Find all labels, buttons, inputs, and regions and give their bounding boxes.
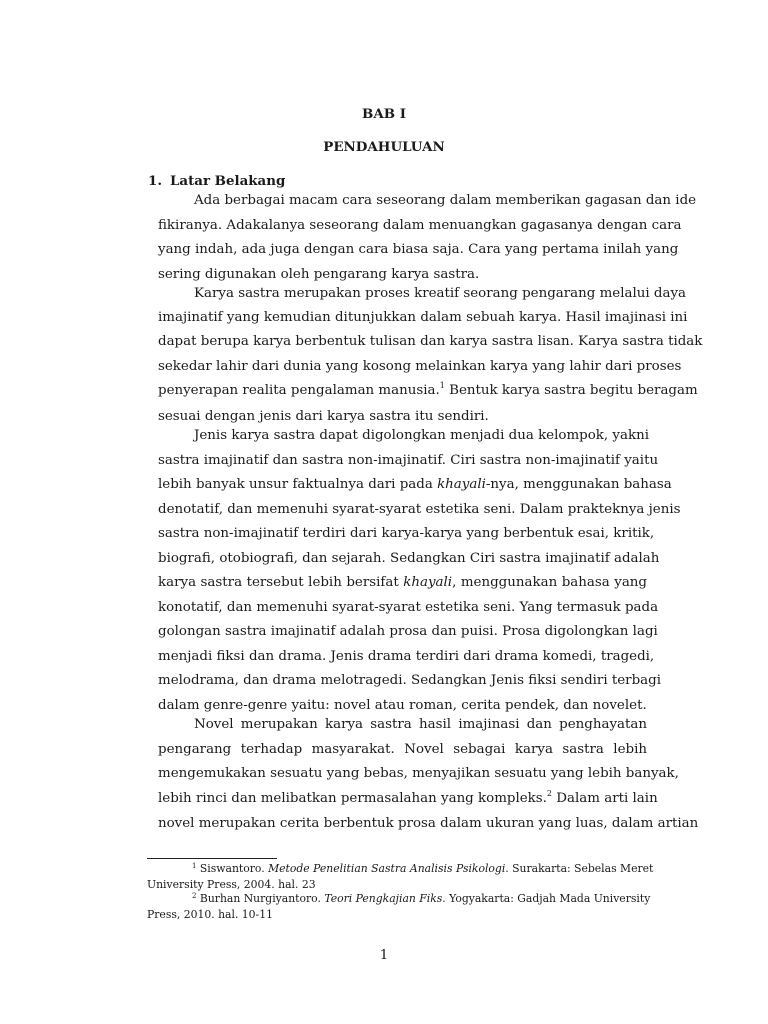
paragraph-2-line: dapat berupa karya berbentuk tulisan dan karya sastra lisan. Karya sastra tidak <box>158 334 703 349</box>
paragraph-1-line: sering digunakan oleh pengarang karya sastra. <box>158 267 480 282</box>
footnote-2-cont: Press, 2010. hal. 10-11 <box>147 908 273 921</box>
footnote-publisher: . Surakarta: Sebelas Meret <box>505 862 654 875</box>
section-heading <box>148 171 285 191</box>
paragraph-4-line: Novel merupakan karya sastra hasil imajinasi dan penghayatan <box>194 717 647 732</box>
paragraph-2-line: imajinatif yang kemudian ditunjukkan dalam sebuah karya. Hasil imajinasi ini <box>158 310 688 325</box>
paragraph-2-line <box>158 381 698 401</box>
text-run: -nya, menggunakan bahasa <box>485 477 672 492</box>
footnote-1-cont: University Press, 2004. hal. 23 <box>147 878 316 891</box>
italic-term: khayali <box>437 477 486 492</box>
text-run: lebih rinci dan melibatkan permasalahan yang kompleks. <box>158 791 547 806</box>
paragraph-2-line: Karya sastra merupakan proses kreatif seorang pengarang melalui daya <box>194 286 687 301</box>
paragraph-3-line: sastra non-imajinatif terdiri dari karya-karya yang berbentuk esai, kritik, <box>158 526 655 541</box>
footnote-mark: 1 <box>192 862 197 870</box>
text-run: Dalam arti lain <box>552 791 658 806</box>
footnote-ref[interactable]: 1 <box>439 381 445 390</box>
paragraph-3-line: golongan sastra imajinatif adalah prosa dan puisi. Prosa digolongkan lagi <box>158 624 658 639</box>
page-number: 1 <box>379 948 389 963</box>
paragraph-3-line <box>158 573 647 593</box>
text-run: penyerapan realita pengalaman manusia. <box>158 383 440 398</box>
section-number: 1. <box>148 173 162 189</box>
paragraph-4-line: novel merupakan cerita berbentuk prosa dalam ukuran yang luas, dalam artian <box>158 816 699 831</box>
paragraph-1-line: yang indah, ada juga dengan cara biasa saja. Cara yang pertama inilah yang <box>158 242 679 257</box>
footnote-publisher: . Yogyakarta: Gadjah Mada University <box>442 892 651 905</box>
italic-term: khayali <box>403 575 453 590</box>
chapter-label: BAB I <box>362 106 406 122</box>
section-title: Latar Belakang <box>170 173 286 189</box>
footnote-1 <box>192 861 654 877</box>
footnote-title: Metode Penelitian Sastra Analisis Psikologi <box>268 862 506 875</box>
paragraph-3-line: melodrama, dan drama melotragedi. Sedangkan Jenis fiksi sendiri terbagi <box>158 673 661 688</box>
paragraph-4-line: mengemukakan sesuatu yang bebas, menyajikan sesuatu yang lebih banyak, <box>158 766 679 781</box>
paragraph-1-line: Ada berbagai macam cara seseorang dalam memberikan gagasan dan ide <box>194 193 697 208</box>
paragraph-4-line <box>158 789 658 809</box>
paragraph-2-line: sesuai dengan jenis dari karya sastra itu sendiri. <box>158 409 489 424</box>
footnote-author: Burhan Nurgiyantoro. <box>199 892 325 905</box>
paragraph-4-line: pengarang terhadap masyarakat. Novel sebagai karya sastra lebih <box>158 742 647 757</box>
text-run: lebih banyak unsur faktualnya dari pada <box>158 477 438 492</box>
paragraph-3-line: dalam genre-genre yaitu: novel atau roman, cerita pendek, dan novelet. <box>158 698 647 713</box>
text-run: karya sastra tersebut lebih bersifat <box>158 575 404 590</box>
paragraph-3-line: Jenis karya sastra dapat digolongkan menjadi dua kelompok, yakni <box>194 428 649 443</box>
footnote-title: Teori Pengkajian Fiks <box>324 892 443 905</box>
footnote-2 <box>192 891 651 907</box>
paragraph-3-line <box>158 475 672 495</box>
paragraph-3-line: menjadi fiksi dan drama. Jenis drama terdiri dari drama komedi, tragedi, <box>158 649 655 664</box>
paragraph-1-line: fikiranya. Adakalanya seseorang dalam menuangkan gagasanya dengan cara <box>158 218 682 233</box>
footnote-author: Siswantoro. <box>199 862 269 875</box>
footnote-mark: 2 <box>192 892 197 900</box>
paragraph-3-line: biografi, otobiografi, dan sejarah. Sedangkan Ciri sastra imajinatif adalah <box>158 551 660 566</box>
paragraph-3-line: sastra imajinatif dan sastra non-imajinatif. Ciri sastra non-imajinatif yaitu <box>158 453 659 468</box>
paragraph-2-line: sekedar lahir dari dunia yang kosong melainkan karya yang lahir dari proses <box>158 359 682 374</box>
paragraph-3-line: denotatif, dan memenuhi syarat-syarat estetika seni. Dalam prakteknya jenis <box>158 502 681 517</box>
chapter-title: PENDAHULUAN <box>323 139 445 155</box>
text-run: , menggunakan bahasa yang <box>452 575 647 590</box>
footnote-divider <box>147 858 277 859</box>
paragraph-3-line: konotatif, dan memenuhi syarat-syarat estetika seni. Yang termasuk pada <box>158 600 659 615</box>
footnote-ref[interactable]: 2 <box>546 789 553 798</box>
text-run: Bentuk karya sastra begitu beragam <box>444 383 698 398</box>
